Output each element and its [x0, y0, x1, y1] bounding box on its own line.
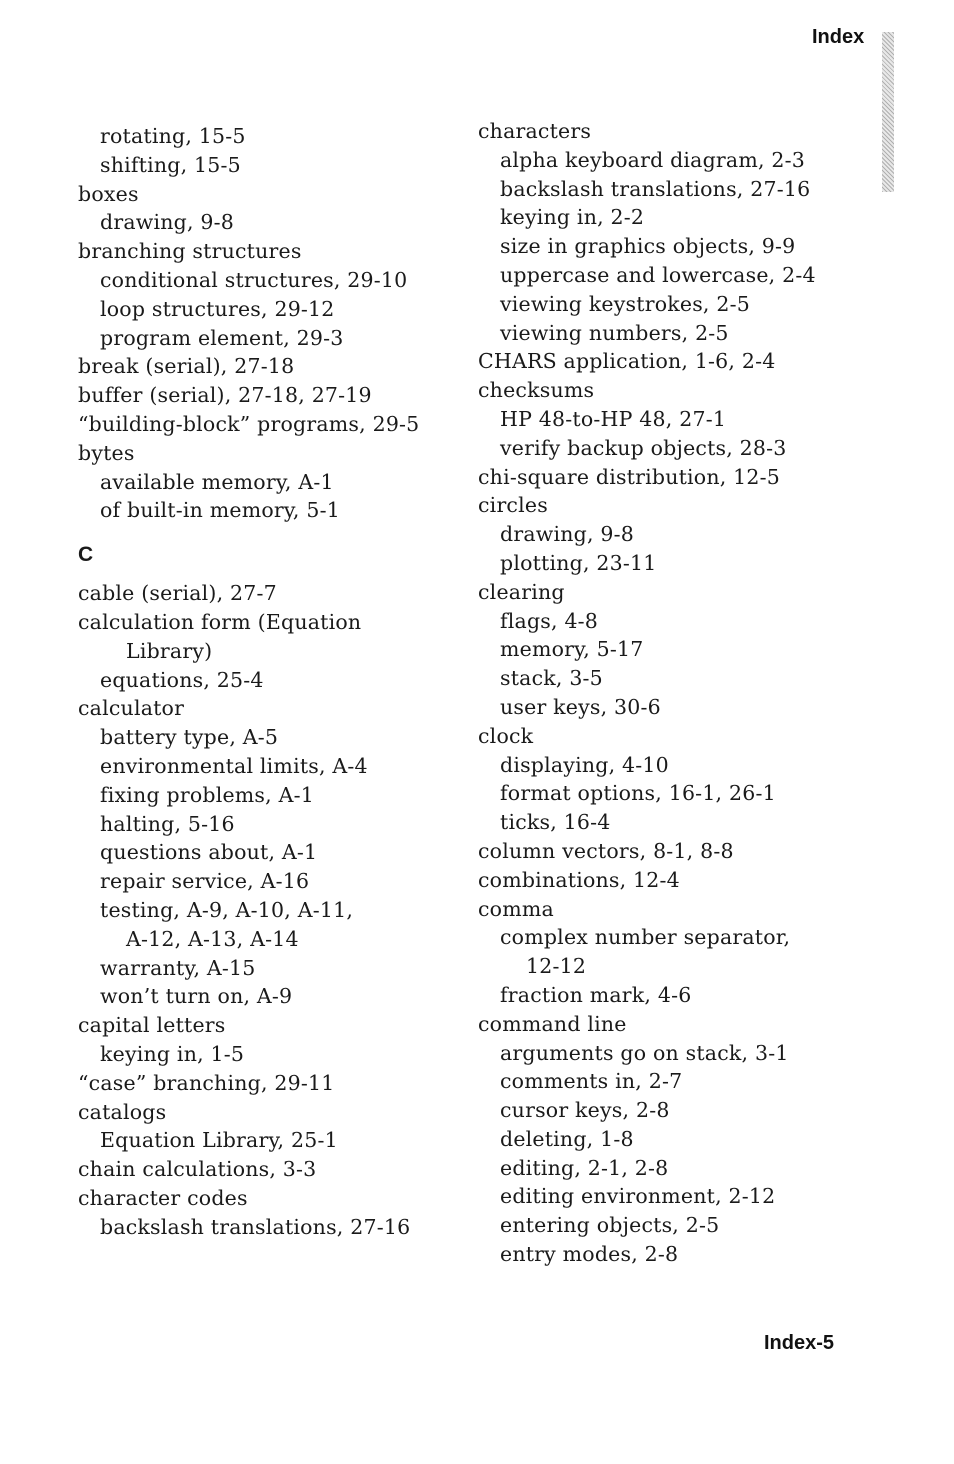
index-entry: combinations, 12-4	[478, 867, 680, 892]
index-subentry: editing environment, 2-12	[500, 1184, 776, 1209]
index-entry: “case” branching, 29-11	[78, 1070, 335, 1095]
index-column-right	[478, 117, 838, 1269]
index-subentry: halting, 5-16	[100, 811, 235, 836]
index-subentry: program element, 29-3	[100, 325, 344, 350]
index-subentry: conditional structures, 29-10	[100, 267, 408, 292]
index-entry: buffer (serial), 27-18, 27-19	[78, 383, 372, 408]
index-subentry: backslash translations, 27-16	[100, 1214, 411, 1239]
index-subentry: keying in, 1-5	[100, 1041, 245, 1066]
index-entry: characters	[478, 119, 592, 143]
index-subentry: battery type, A-5	[100, 725, 279, 750]
index-entry: calculator	[78, 696, 185, 721]
index-entry: comma	[478, 896, 554, 921]
index-entry: checksums	[478, 378, 595, 403]
index-subentry: warranty, A-15	[100, 955, 256, 980]
index-subentry: questions about, A-1	[100, 840, 318, 865]
index-subentry: shifting, 15-5	[100, 152, 241, 177]
page-number: Index-5	[764, 1332, 835, 1354]
index-subentry: verify backup objects, 28-3	[500, 435, 787, 460]
index-subentry: keying in, 2-2	[500, 205, 645, 230]
index-entry: cable (serial), 27-7	[78, 581, 277, 606]
index-subentry: Equation Library, 25-1	[100, 1128, 338, 1153]
index-entry: bytes	[78, 440, 135, 465]
index-subentry: ticks, 16-4	[500, 810, 611, 835]
index-subentry: equations, 25-4	[100, 667, 264, 692]
index-entry: chi-square distribution, 12-5	[478, 464, 781, 489]
index-subentry: complex number separator,	[500, 925, 791, 950]
index-entry: clock	[478, 723, 534, 748]
index-subentry: entry modes, 2-8	[500, 1242, 679, 1267]
index-subentry: drawing, 9-8	[500, 522, 635, 547]
index-subentry: testing, A-9, A-10, A-11,	[100, 897, 354, 922]
index-entry: branching structures	[78, 239, 302, 264]
index-entry: “building-block” programs, 29-5	[78, 411, 420, 436]
index-subentry: format options, 16-1, 26-1	[500, 781, 776, 806]
index-entry: catalogs	[78, 1099, 167, 1124]
index-subentry: won’t turn on, A-9	[100, 984, 293, 1009]
index-subentry: viewing numbers, 2-5	[500, 320, 729, 345]
index-entry: column vectors, 8-1, 8-8	[478, 838, 734, 863]
index-subentry: backslash translations, 27-16	[500, 176, 811, 201]
index-entry: CHARS application, 1-6, 2-4	[478, 349, 776, 374]
index-subentry: HP 48-to-HP 48, 27-1	[500, 406, 727, 431]
index-entry-continuation: A-12, A-13, A-14	[126, 926, 299, 951]
index-entry-continuation: 12-12	[526, 954, 587, 979]
index-entry: break (serial), 27-18	[78, 354, 295, 379]
index-subentry: repair service, A-16	[100, 869, 310, 894]
index-subentry: stack, 3-5	[500, 666, 603, 691]
index-entry: circles	[478, 493, 548, 518]
index-subentry: user keys, 30-6	[500, 694, 661, 719]
index-subentry: memory, 5-17	[500, 637, 644, 662]
index-entry: character codes	[78, 1185, 248, 1210]
index-subentry: flags, 4-8	[500, 608, 599, 633]
index-subentry: fraction mark, 4-6	[500, 982, 692, 1007]
index-entry-continuation: Library)	[126, 638, 213, 663]
index-subentry: uppercase and lowercase, 2-4	[500, 262, 816, 287]
index-subentry: arguments go on stack, 3-1	[500, 1040, 789, 1065]
index-subentry: deleting, 1-8	[500, 1126, 634, 1151]
section-thumb-tab	[882, 32, 894, 192]
index-subentry: size in graphics objects, 9-9	[500, 234, 796, 259]
index-entry: command line	[478, 1011, 627, 1036]
index-subentry: entering objects, 2-5	[500, 1213, 720, 1238]
index-entry: clearing	[478, 579, 565, 604]
index-subentry: environmental limits, A-4	[100, 753, 368, 778]
index-subentry: alpha keyboard diagram, 2-3	[500, 147, 806, 172]
index-entry: calculation form (Equation	[78, 609, 362, 634]
index-subentry: drawing, 9-8	[100, 210, 235, 235]
index-subentry: cursor keys, 2-8	[500, 1098, 670, 1123]
index-subentry: displaying, 4-10	[500, 752, 669, 777]
index-subentry: fixing problems, A-1	[100, 782, 314, 807]
index-entry: capital letters	[78, 1013, 226, 1038]
index-subentry: comments in, 2-7	[500, 1069, 683, 1094]
index-subentry: editing, 2-1, 2-8	[500, 1155, 669, 1180]
index-subentry: viewing keystrokes, 2-5	[500, 291, 750, 316]
index-subentry: plotting, 23-11	[500, 550, 657, 575]
index-subentry: loop structures, 29-12	[100, 296, 335, 321]
index-column-left	[78, 122, 438, 1241]
index-subentry: of built-in memory, 5-1	[100, 498, 340, 523]
index-subentry: available memory, A-1	[100, 469, 334, 494]
index-section-heading: C	[78, 543, 94, 567]
index-entry: chain calculations, 3-3	[78, 1157, 317, 1182]
index-entry: boxes	[78, 181, 139, 206]
page-header-title: Index	[812, 26, 865, 48]
index-subentry: rotating, 15-5	[100, 124, 246, 148]
